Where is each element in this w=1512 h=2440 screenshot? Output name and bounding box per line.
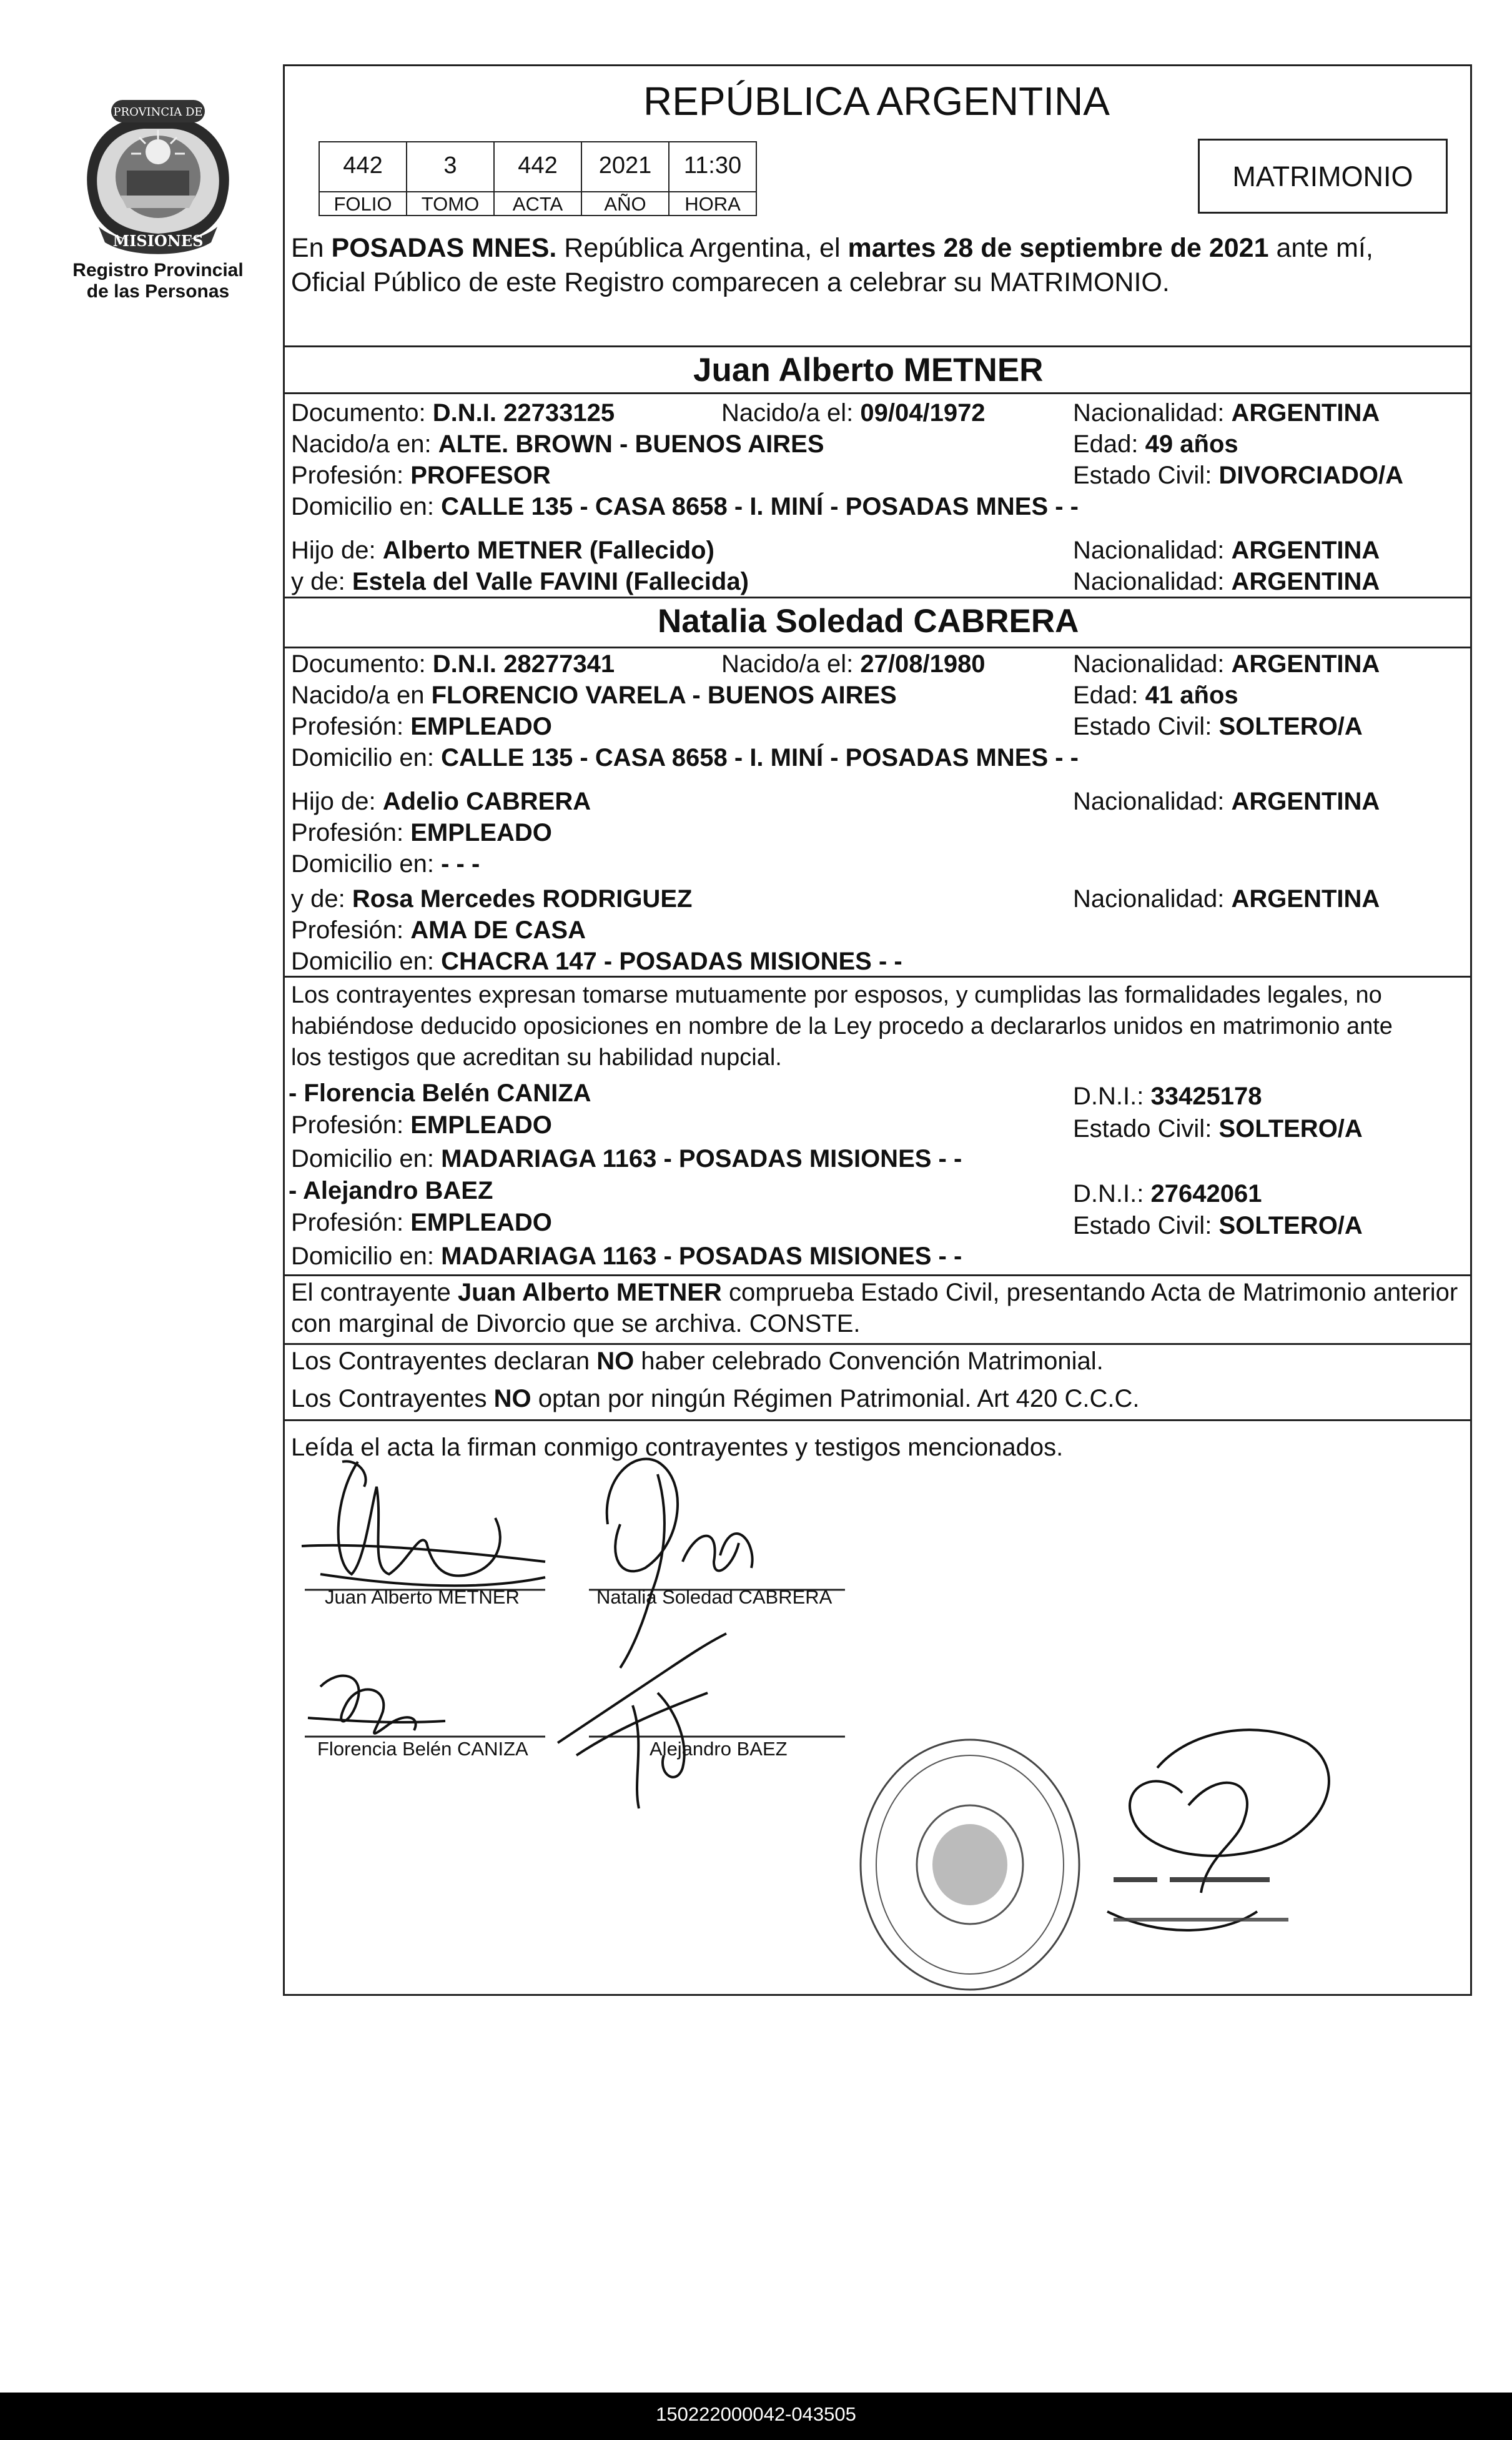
spouse2-father-nationality: ARGENTINA <box>1231 788 1380 815</box>
note-spouse-name: Juan Alberto METNER <box>457 1279 722 1306</box>
spouse1-profession: PROFESOR <box>410 462 551 489</box>
spouse1-birthplace: ALTE. BROWN - BUENOS AIRES <box>438 430 824 458</box>
signature-label-witness2: Alejandro BAEZ <box>650 1738 788 1760</box>
spouse2-civil-status: SOLTERO/A <box>1218 713 1363 740</box>
spouse2-mother: Rosa Mercedes RODRIGUEZ <box>352 885 693 913</box>
spouse1-nationality: ARGENTINA <box>1231 399 1380 427</box>
emblem-top-text: PROVINCIA DE <box>113 106 203 119</box>
spouse1-birthdate: 09/04/1972 <box>860 399 986 427</box>
signature-label-witness1: Florencia Belén CANIZA <box>317 1738 528 1760</box>
signature-area <box>283 1418 1472 1996</box>
folio-value: 442 <box>319 141 407 192</box>
logo-caption-line1: Registro Provincial <box>72 260 244 280</box>
document-id: 150222000042-043505 <box>656 2403 856 2425</box>
intro-line1: En POSADAS MNES. República Argentina, el martes 28 de septiembre de 2021 ante mí, <box>291 233 1373 263</box>
spouse2-father-profession: EMPLEADO <box>410 819 552 846</box>
spouse2-address: CALLE 135 - CASA 8658 - I. MINÍ - POSADAS MNES - - <box>441 744 1079 771</box>
official-stamp-icon <box>1114 1877 1288 1922</box>
witness2-name: - Alejandro BAEZ <box>289 1177 493 1204</box>
record-type-box <box>1198 139 1448 214</box>
spouse1-father: Alberto METNER (Fallecido) <box>382 537 714 564</box>
signatures-intro: Leída el acta la firman conmigo contrayentes y testigos mencionados. <box>291 1434 1064 1461</box>
spouse1-mother-nationality: ARGENTINA <box>1231 568 1380 595</box>
witness1-dni: 33425178 <box>1150 1083 1262 1110</box>
tomo-label: TOMO <box>406 191 495 216</box>
intro-line2: Oficial Público de este Registro comparecen a celebrar su MATRIMONIO. <box>291 267 1170 297</box>
registry-logo <box>72 92 244 302</box>
signature-official <box>1107 1730 1329 1930</box>
intro-place: POSADAS MNES. <box>331 233 557 263</box>
spouse1-address: CALLE 135 - CASA 8658 - I. MINÍ - POSADAS MNES - - <box>441 493 1079 520</box>
anio-value: 2021 <box>581 141 670 192</box>
hora-label: HORA <box>668 191 757 216</box>
spouse2-name: Natalia Soledad CABRERA <box>658 603 1079 640</box>
signature-witness2 <box>558 1634 726 1808</box>
record-type: MATRIMONIO <box>1232 161 1413 192</box>
witness2-address: MADARIAGA 1163 - POSADAS MISIONES - - <box>441 1242 962 1270</box>
witness1-address: MADARIAGA 1163 - POSADAS MISIONES - - <box>441 1145 962 1173</box>
acta-label: ACTA <box>493 191 582 216</box>
signature-label-spouse1: Juan Alberto METNER <box>325 1586 520 1608</box>
hora-value: 11:30 <box>668 141 757 192</box>
signature-witness1 <box>308 1676 445 1733</box>
anio-label: AÑO <box>581 191 670 216</box>
spouse2-birthplace: FLORENCIO VARELA - BUENOS AIRES <box>431 682 897 709</box>
spouse2-mother-nationality: ARGENTINA <box>1231 885 1380 913</box>
spouse1-civil-status: DIVORCIADO/A <box>1218 462 1404 489</box>
emblem-bottom-text: MISIONES <box>112 232 204 250</box>
spouse2-father: Adelio CABRERA <box>382 788 591 815</box>
signature-spouse2 <box>607 1459 753 1668</box>
spouse2-profession: EMPLEADO <box>410 713 552 740</box>
witness2-dni: 27642061 <box>1150 1180 1262 1208</box>
spouse2-mother-profession: AMA DE CASA <box>410 916 586 944</box>
acta-value: 442 <box>493 141 582 192</box>
spouse1-mother: Estela del Valle FAVINI (Fallecida) <box>352 568 749 595</box>
misiones-emblem-icon <box>74 92 242 255</box>
tomo-value: 3 <box>406 141 495 192</box>
spouse2-father-address: - - - <box>441 850 480 878</box>
witness1-civil-status: SOLTERO/A <box>1218 1115 1363 1143</box>
spouse2-nationality: ARGENTINA <box>1231 650 1380 678</box>
spouse2-birthdate: 27/08/1980 <box>860 650 986 678</box>
spouse1-father-nationality: ARGENTINA <box>1231 537 1380 564</box>
spouse1-age: 49 años <box>1145 430 1238 458</box>
spouse2-age: 41 años <box>1145 682 1238 709</box>
intro-date: martes 28 de septiembre de 2021 <box>847 233 1269 263</box>
witness2-profession: EMPLEADO <box>410 1209 552 1236</box>
witness1-profession: EMPLEADO <box>410 1111 552 1139</box>
signature-spouse1 <box>302 1461 545 1585</box>
spouse2-mother-address: CHACRA 147 - POSADAS MISIONES - - <box>441 948 902 975</box>
witness2-civil-status: SOLTERO/A <box>1218 1212 1363 1239</box>
logo-caption-line2: de las Personas <box>86 281 230 302</box>
document-id-bar <box>0 2393 1512 2440</box>
signature-label-spouse2: Natalia Soledad CABRERA <box>596 1586 833 1608</box>
spouse1-name: Juan Alberto METNER <box>693 352 1044 389</box>
folio-label: FOLIO <box>319 191 407 216</box>
witness1-name: - Florencia Belén CANIZA <box>289 1079 591 1107</box>
registry-seal-icon <box>861 1740 1079 1990</box>
country-title: REPÚBLICA ARGENTINA <box>643 79 1110 124</box>
spouse2-dni: D.N.I. 28277341 <box>432 650 615 678</box>
spouse1-dni: D.N.I. 22733125 <box>432 399 615 427</box>
